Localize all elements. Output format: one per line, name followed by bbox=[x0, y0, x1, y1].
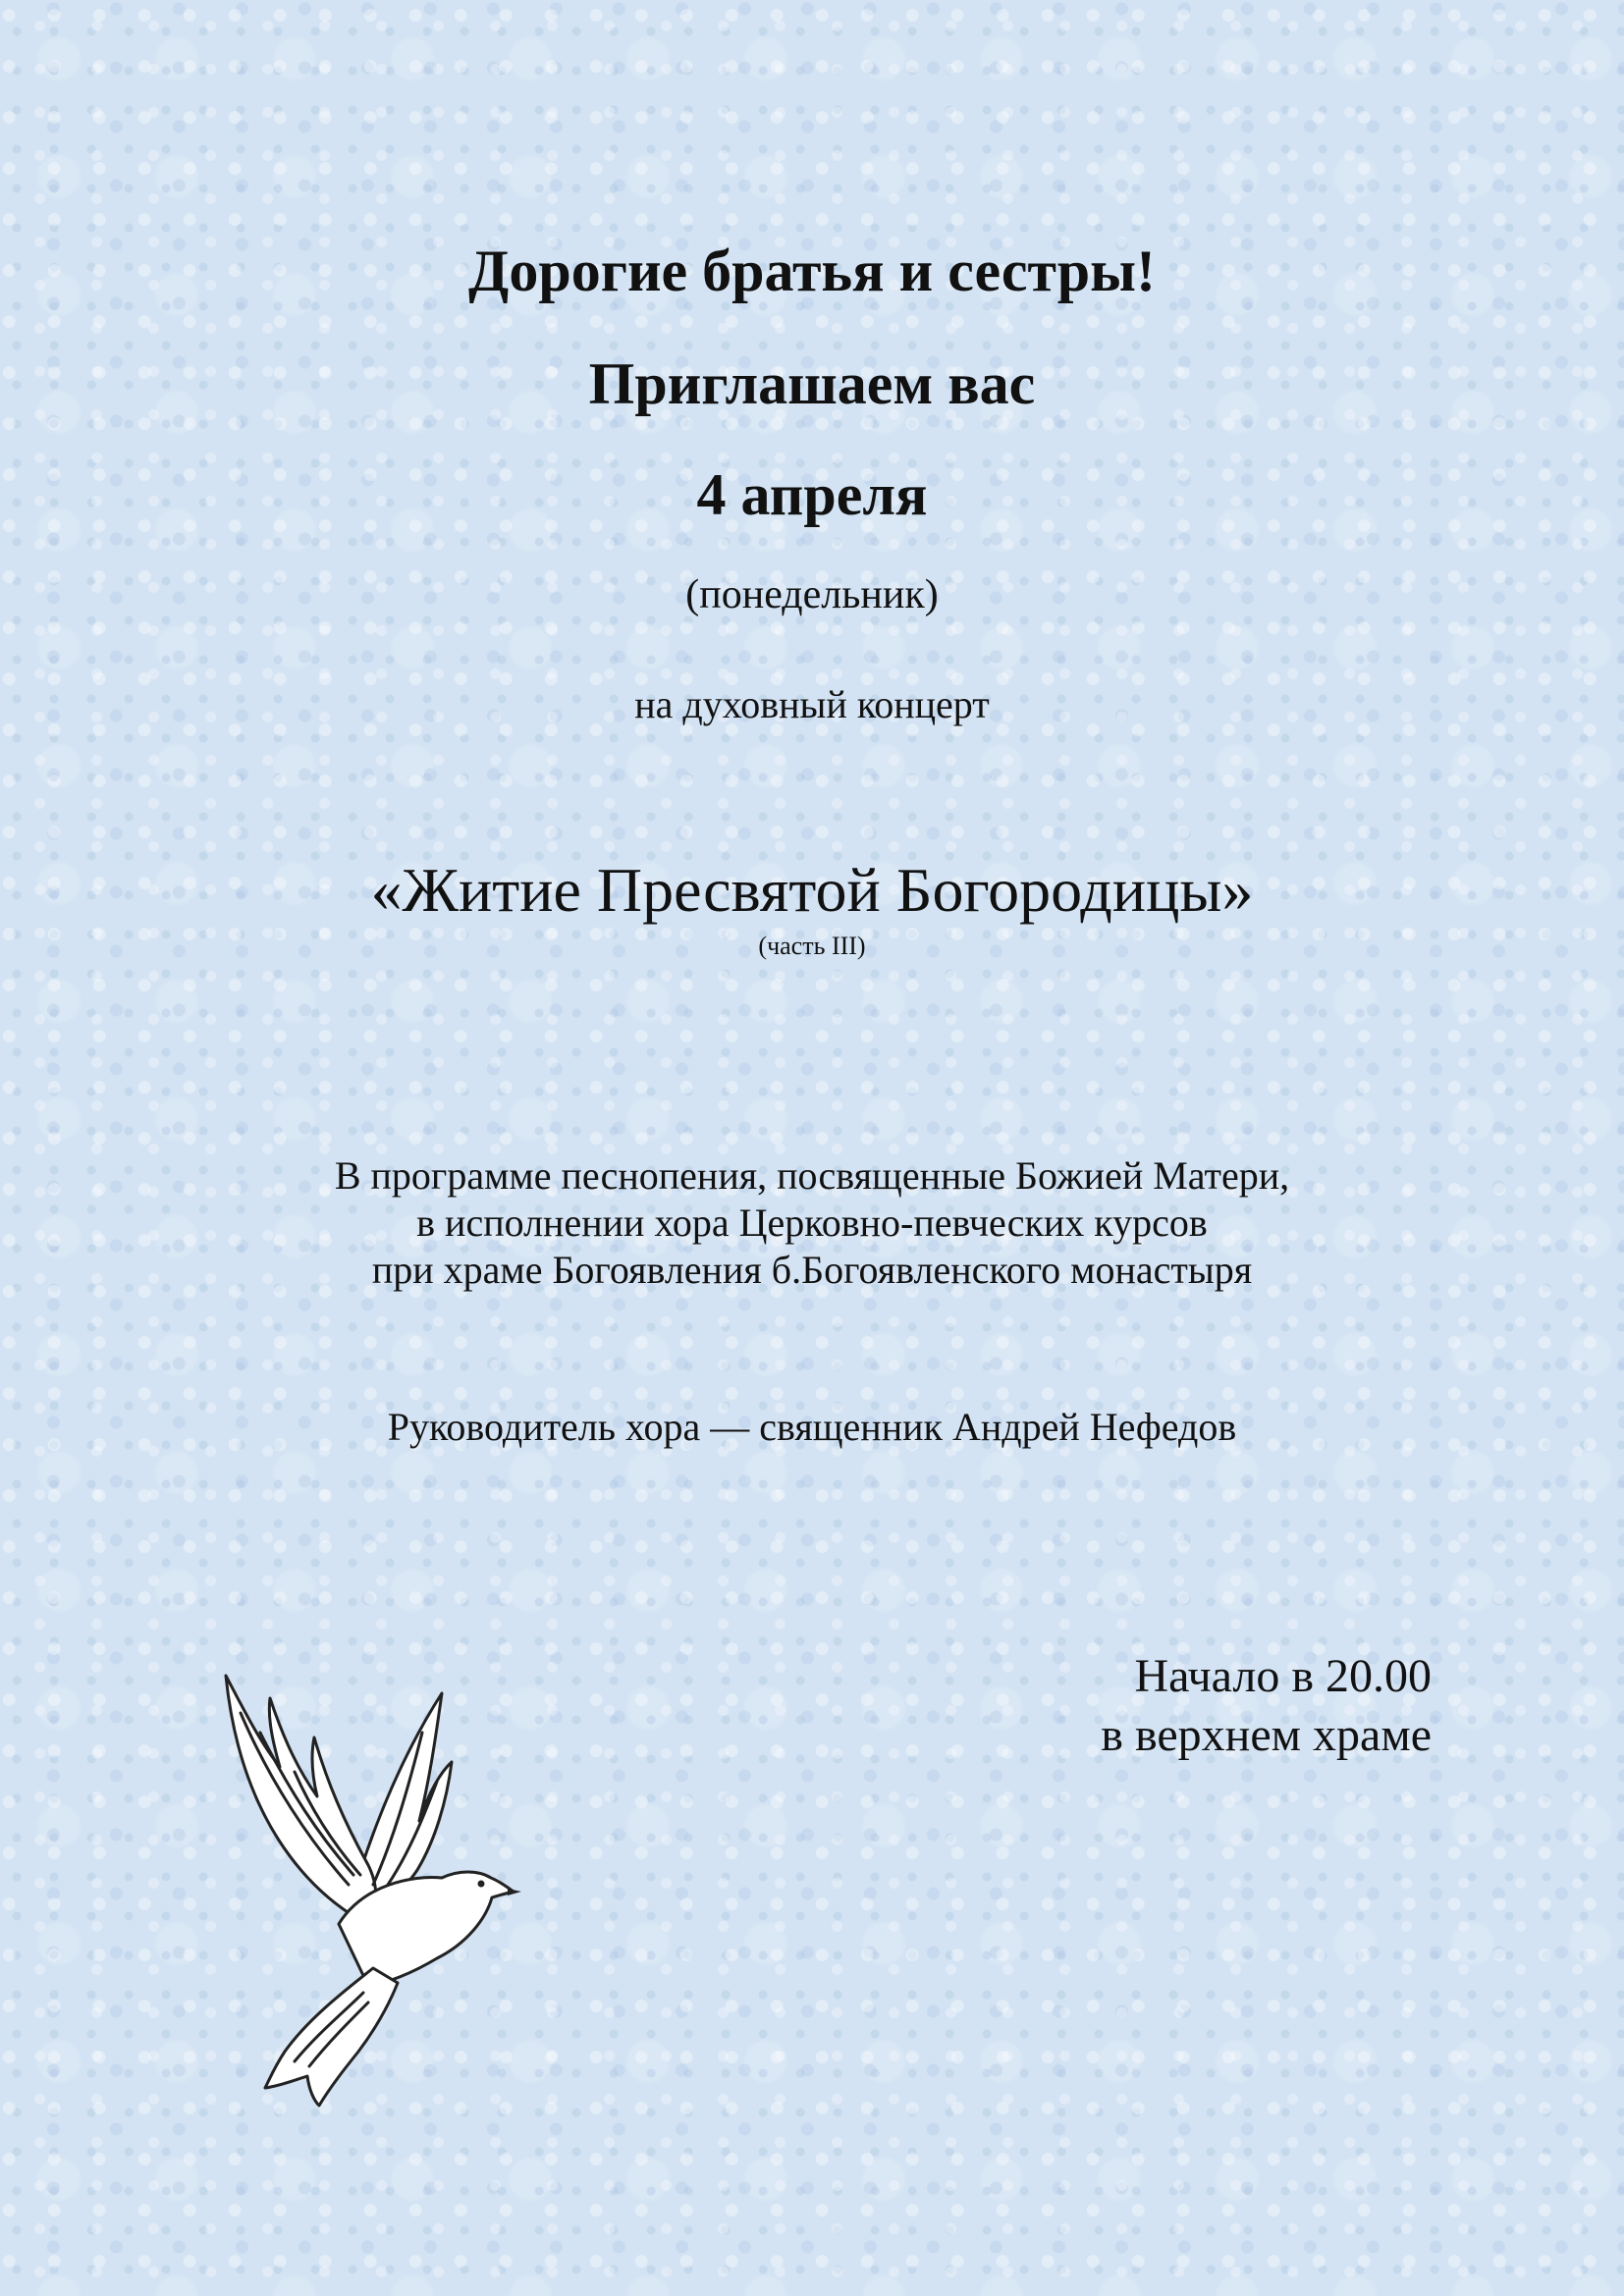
invite-heading: Приглашаем вас bbox=[588, 351, 1036, 416]
choir-director: Руководитель хора — священник Андрей Нефедов bbox=[387, 1405, 1237, 1449]
start-time: Начало в 20.00 bbox=[1134, 1650, 1432, 1702]
start-info bbox=[1101, 1647, 1432, 1765]
program-line: при храме Богоявления б.Богоявленского монастыря bbox=[371, 1248, 1253, 1292]
program-line: в исполнении хора Церковно-певческих курсов bbox=[416, 1201, 1208, 1245]
concert-title: «Житие Пресвятой Богородицы» bbox=[370, 855, 1254, 925]
program-description bbox=[0, 1152, 1624, 1294]
dove-icon bbox=[201, 1674, 535, 2115]
event-date: 4 апреля bbox=[696, 462, 928, 527]
greeting-heading: Дорогие братья и сестры! bbox=[468, 239, 1156, 303]
concert-part: (часть III) bbox=[758, 932, 866, 960]
program-line: В программе песнопения, посвященные Божией Матери, bbox=[334, 1153, 1290, 1198]
event-weekday: (понедельник) bbox=[685, 572, 939, 617]
start-place: в верхнем храме bbox=[1101, 1709, 1432, 1761]
event-type: на духовный концерт bbox=[634, 682, 990, 726]
